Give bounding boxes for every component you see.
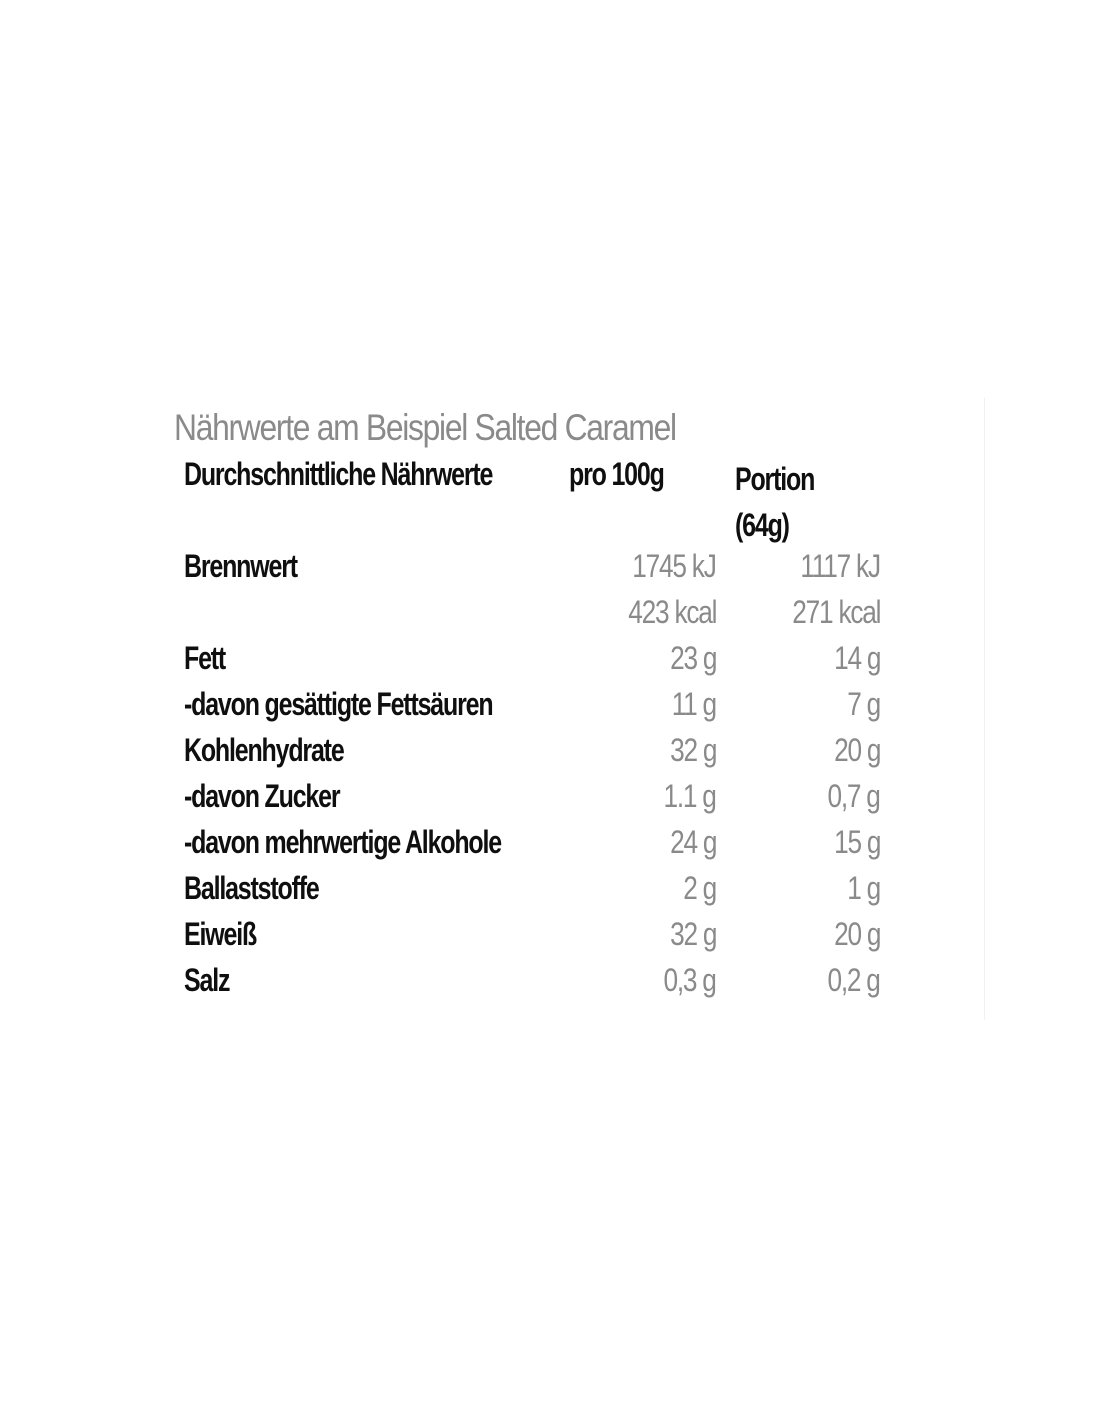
row-value-portion: 15 g — [833, 824, 880, 860]
row-label-mehrwertige-alkohole: -davon mehrwertige Alkohole — [184, 824, 501, 860]
row-value-per-100g: 32 g — [669, 916, 716, 952]
row-value-per-100g: 2 g — [683, 870, 716, 906]
row-label-brennwert: Brennwert — [184, 548, 297, 584]
header-portion: Portion (64g) — [735, 461, 815, 543]
row-label-gesaettigte-fettsaeuren: -davon gesättigte Fettsäuren — [184, 686, 493, 722]
header-per-100g: pro 100g — [569, 456, 664, 492]
row-value-portion: 1117 kJ — [800, 548, 880, 584]
row-value-per-100g: 1.1 g — [663, 778, 716, 814]
row-value-per-100g: 23 g — [669, 640, 716, 676]
row-label-fett: Fett — [184, 640, 226, 676]
row-label-zucker: -davon Zucker — [184, 778, 340, 814]
row-value-per-100g: 32 g — [669, 732, 716, 768]
row-value-portion: 271 kcal — [792, 594, 880, 630]
row-value-portion: 14 g — [833, 640, 880, 676]
row-value-portion: 1 g — [847, 870, 880, 906]
row-value-portion: 0,2 g — [827, 962, 880, 998]
row-value-portion: 7 g — [847, 686, 880, 722]
panel-edge — [984, 398, 985, 1020]
header-label: Durchschnittliche Nährwerte — [184, 456, 493, 492]
row-value-per-100g: 423 kcal — [628, 594, 716, 630]
row-label-kohlenhydrate: Kohlenhydrate — [184, 732, 344, 768]
row-value-per-100g: 11 g — [671, 686, 716, 722]
nutrition-title: Nährwerte am Beispiel Salted Caramel — [174, 407, 676, 448]
row-value-portion: 20 g — [833, 916, 880, 952]
row-value-portion: 0,7 g — [827, 778, 880, 814]
row-label-ballaststoffe: Ballaststoffe — [184, 870, 319, 906]
row-label-eiweiss: Eiweiß — [184, 916, 257, 952]
row-value-per-100g: 1745 kJ — [632, 548, 716, 584]
row-value-per-100g: 0,3 g — [663, 962, 716, 998]
row-value-portion: 20 g — [833, 732, 880, 768]
row-label-salz: Salz — [184, 962, 230, 998]
row-value-per-100g: 24 g — [669, 824, 716, 860]
